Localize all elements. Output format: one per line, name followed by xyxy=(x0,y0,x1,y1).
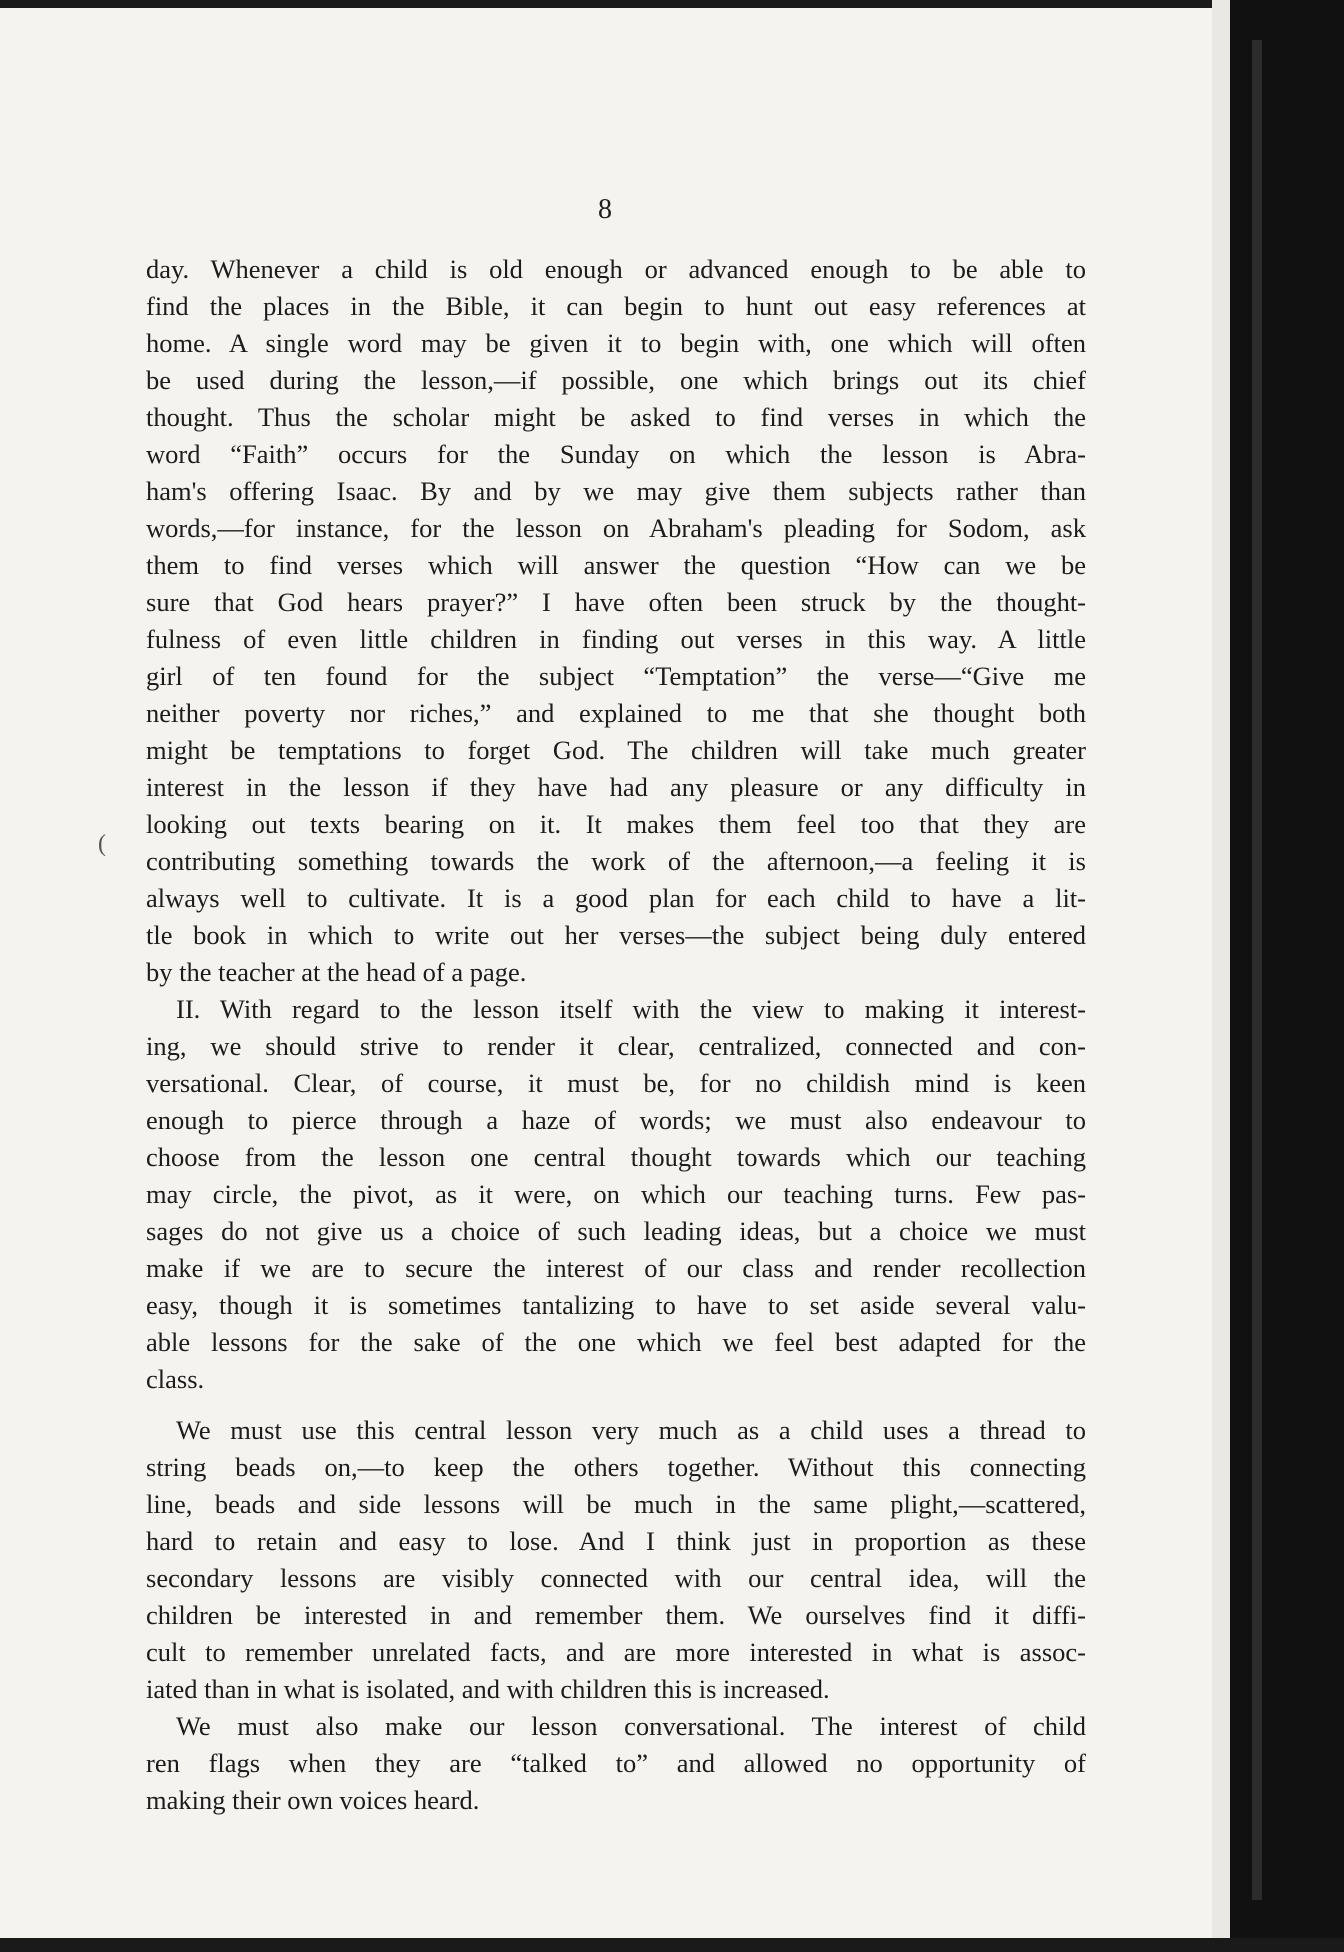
text-line: string beads on,—to keep the others together. Without this connecting xyxy=(146,1452,1086,1482)
book-page xyxy=(0,8,1212,1938)
text-line: neither poverty nor riches,” and explained to me that she thought both xyxy=(146,698,1086,728)
text-line: words,—for instance, for the lesson on Abraham's pleading for Sodom, ask xyxy=(146,513,1086,543)
text-line: make if we are to secure the interest of our class and render recollection xyxy=(146,1253,1086,1283)
text-line: We must also make our lesson conversational. The interest of child xyxy=(176,1711,1086,1741)
text-line: making their own voices heard. xyxy=(146,1785,480,1815)
scan-bottom-edge xyxy=(0,1938,1344,1952)
text-line: ham's offering Isaac. By and by we may give them subjects rather than xyxy=(146,476,1086,506)
text-line: enough to pierce through a haze of words; we must also endeavour to xyxy=(146,1105,1086,1135)
book-binding xyxy=(1230,0,1344,1952)
text-line: easy, though it is sometimes tantalizing to have to set aside several valu- xyxy=(146,1290,1086,1320)
text-line: iated than in what is isolated, and with children this is increased. xyxy=(146,1674,830,1704)
facing-page-edge xyxy=(1212,0,1230,1952)
text-line: contributing something towards the work of the afternoon,—a feeling it is xyxy=(146,846,1086,876)
text-line: cult to remember unrelated facts, and are more interested in what is assoc- xyxy=(146,1637,1086,1667)
text-line: ing, we should strive to render it clear, centralized, connected and con- xyxy=(146,1031,1086,1061)
text-line: them to find verses which will answer the question “How can we be xyxy=(146,550,1086,580)
page-number: 8 xyxy=(598,194,612,225)
text-line: home. A single word may be given it to begin with, one which will often xyxy=(146,328,1086,358)
text-line: find the places in the Bible, it can begin to hunt out easy references at xyxy=(146,291,1086,321)
text-line: looking out texts bearing on it. It makes them feel too that they are xyxy=(146,809,1086,839)
text-line: word “Faith” occurs for the Sunday on which the lesson is Abra- xyxy=(146,439,1086,469)
text-line: versational. Clear, of course, it must be, for no childish mind is keen xyxy=(146,1068,1086,1098)
text-line: class. xyxy=(146,1364,205,1394)
text-line: interest in the lesson if they have had any pleasure or any difficulty in xyxy=(146,772,1086,802)
text-line: children be interested in and remember them. We ourselves find it diffi- xyxy=(146,1600,1086,1630)
scan-top-edge xyxy=(0,0,1344,8)
text-line: fulness of even little children in finding out verses in this way. A little xyxy=(146,624,1086,654)
text-line: We must use this central lesson very much as a child uses a thread to xyxy=(176,1415,1086,1445)
text-line: sure that God hears prayer?” I have often been struck by the thought- xyxy=(146,587,1086,617)
text-line: thought. Thus the scholar might be asked to find verses in which the xyxy=(146,402,1086,432)
text-line: sages do not give us a choice of such leading ideas, but a choice we must xyxy=(146,1216,1086,1246)
text-line: II. With regard to the lesson itself with the view to making it interest- xyxy=(176,994,1086,1024)
binding-shadow xyxy=(1252,40,1262,1900)
text-line: choose from the lesson one central thought towards which our teaching xyxy=(146,1142,1086,1172)
text-line: ren flags when they are “talked to” and allowed no opportunity of xyxy=(146,1748,1086,1778)
text-line: hard to retain and easy to lose. And I think just in proportion as these xyxy=(146,1526,1086,1556)
text-line: line, beads and side lessons will be much in the same plight,—scattered, xyxy=(146,1489,1086,1519)
text-line: might be temptations to forget God. The children will take much greater xyxy=(146,735,1086,765)
body-text xyxy=(146,251,1086,1819)
text-line: tle book in which to write out her verses—the subject being duly entered xyxy=(146,920,1086,950)
margin-mark: ( xyxy=(98,831,106,857)
text-line: may circle, the pivot, as it were, on which our teaching turns. Few pas- xyxy=(146,1179,1086,1209)
text-line: always well to cultivate. It is a good plan for each child to have a lit- xyxy=(146,883,1086,913)
paragraph-gap xyxy=(146,1398,1086,1412)
text-line: able lessons for the sake of the one which we feel best adapted for the xyxy=(146,1327,1086,1357)
text-line: day. Whenever a child is old enough or advanced enough to be able to xyxy=(146,254,1086,284)
text-line: secondary lessons are visibly connected with our central idea, will the xyxy=(146,1563,1086,1593)
text-line: be used during the lesson,—if possible, one which brings out its chief xyxy=(146,365,1086,395)
text-line: girl of ten found for the subject “Temptation” the verse—“Give me xyxy=(146,661,1086,691)
text-line: by the teacher at the head of a page. xyxy=(146,957,527,987)
